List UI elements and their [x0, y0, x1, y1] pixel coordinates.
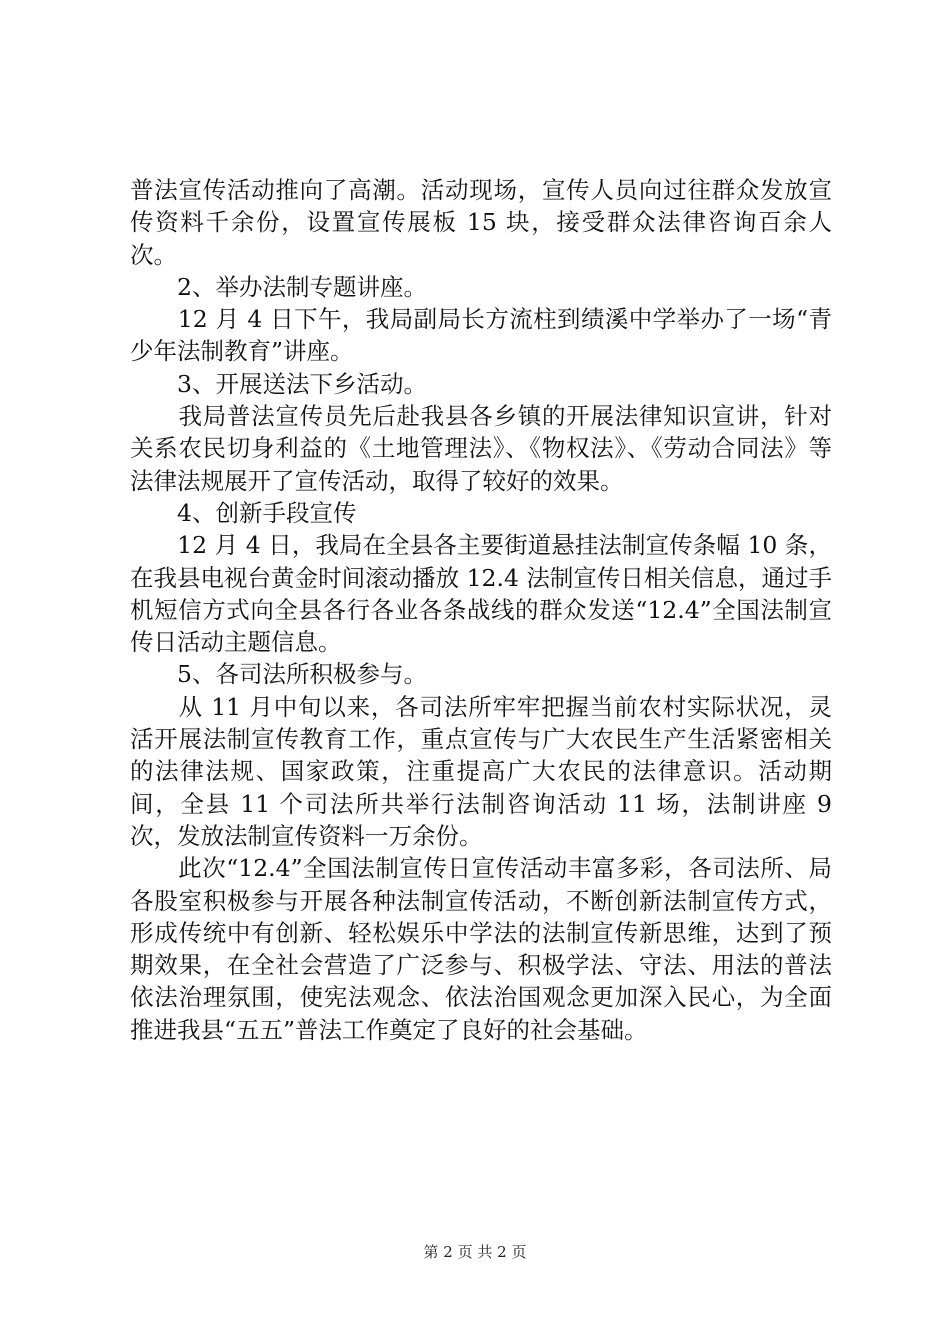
- heading-innovation: 4、创新手段宣传: [130, 498, 357, 527]
- paragraph-activity-summary: 普法宣传活动推向了高潮。活动现场，宣传人员向过往群众发放宣传资料千余份，设置宣传展板 15 块，接受群众法律咨询百余人次。: [130, 176, 832, 269]
- page-number-footer: 第 2 页 共 2 页: [423, 1243, 527, 1261]
- paragraph-lecture: 12 月 4 日下午，我局副局长方流柱到绩溪中学举办了一场“青少年法制教育”讲座。: [130, 305, 832, 366]
- paragraph-judicial-offices: 从 11 月中旬以来，各司法所牢牢把握当前农村实际状况，灵活开展法制宣传教育工作，重点宣传与广大农民生产生活紧密相关的法律法规、国家政策，注重提高广大农民的法律意识。活动期间，全县 11 个司法所共举行法制咨询活动 11 场，法制讲座 9 次，发放法制宣传资料一万余份。: [130, 692, 832, 850]
- paragraph-countryside: 我局普法宣传员先后赴我县各乡镇的开展法律知识宣讲，针对关系农民切身利益的《土地管理法》、《物权法》、《劳动合同法》等法律法规展开了宣传活动，取得了较好的效果。: [130, 402, 832, 495]
- heading-lecture: 2、举办法制专题讲座。: [130, 272, 427, 301]
- heading-countryside: 3、开展送法下乡活动。: [130, 369, 427, 398]
- document-body: [130, 174, 832, 1046]
- paragraph-conclusion: 此次“12.4”全国法制宣传日宣传活动丰富多彩，各司法所、局各股室积极参与开展各种法制宣传活动，不断创新法制宣传方式，形成传统中有创新、轻松娱乐中学法的法制宣传新思维，达到了预期效果，在全社会营造了广泛参与、积极学法、守法、用法的普法依法治理氛围，使宪法观念、依法治国观念更加深入民心，为全面推进我县“五五”普法工作奠定了良好的社会基础。: [130, 854, 832, 1044]
- heading-judicial-offices: 5、各司法所积极参与。: [130, 660, 427, 689]
- paragraph-innovation: 12 月 4 日，我局在全县各主要街道悬挂法制宣传条幅 10 条，在我县电视台黄金时间滚动播放 12.4 法制宣传日相关信息，通过手机短信方式向全县各行各业各条战线的群众发送“12.4”全国法制宣传日活动主题信息。: [130, 531, 832, 657]
